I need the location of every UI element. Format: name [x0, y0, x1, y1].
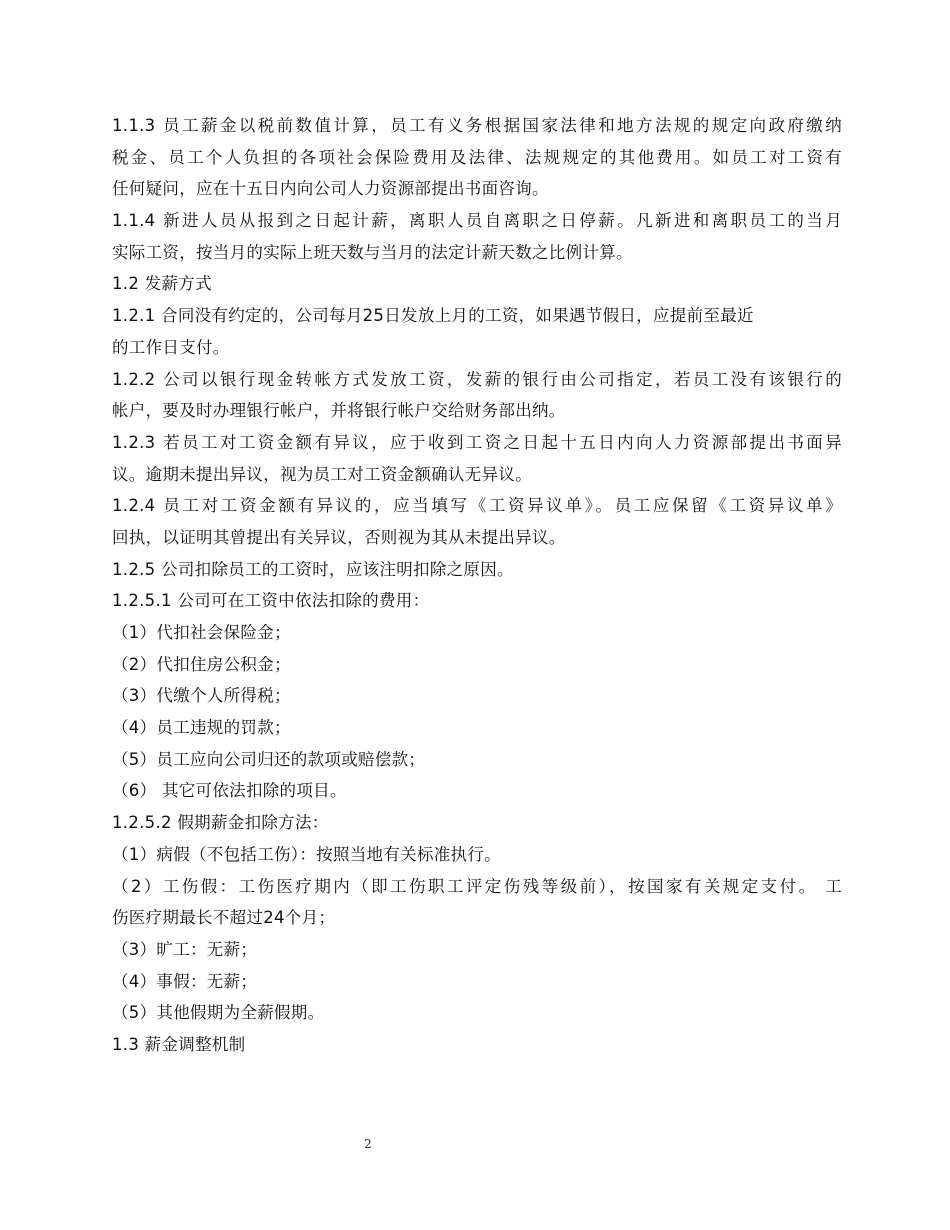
- text-line: 1.2.5 公司扣除员工的工资时，应该注明扣除之原因。: [112, 559, 514, 579]
- list-item: （4）事假：无薪；: [112, 971, 258, 991]
- text-line: 伤医疗期最长不超过24个月；: [112, 908, 336, 928]
- section-heading: 1.3 薪金调整机制: [112, 1034, 246, 1054]
- list-item: （1）病假（不包括工伤）：按照当地有关标准执行。: [112, 844, 501, 864]
- list-item: （3）代缴个人所得税；: [112, 686, 291, 706]
- text-line: 任何疑问，应在十五日内向公司人力资源部提出书面咨询。: [112, 179, 549, 199]
- text-line: 议。逾期未提出异议，视为员工对工资金额确认无异议。: [112, 464, 532, 484]
- list-item: （1）代扣社会保险金；: [112, 623, 291, 642]
- text-line: 1.1.4 新进人员从报到之日起计薪，离职人员自离职之日停薪。凡新进和离职员工的当月: [112, 211, 842, 231]
- list-item: （5）其他假期为全薪假期。: [112, 1003, 325, 1023]
- text-line: 回执，以证明其曾提出有关异议，否则视为其从未提出异议。: [112, 527, 566, 547]
- text-line: 1.2.3 若员工对工资金额有异议，应于收到工资之日起十五日内向人力资源部提出书面异: [112, 432, 842, 452]
- text-line: 的工作日支付。: [112, 337, 230, 357]
- text-line: 帐户，要及时办理银行帐户，并将银行帐户交给财务部出纳。: [112, 401, 566, 421]
- text-line: 1.2.5.1 公司可在工资中依法扣除的费用：: [112, 591, 430, 611]
- text-line: 1.2.5.2 假期薪金扣除方法：: [112, 813, 329, 833]
- text-line: 1.2.1 合同没有约定的，公司每月25日发放上月的工资，如果遇节假日，应提前至最近: [112, 306, 754, 326]
- text-line: 实际工资，按当月的实际上班天数与当月的法定计薪天数之比例计算。: [112, 242, 633, 262]
- text-line: 1.1.3 员工薪金以税前数值计算，员工有义务根据国家法律和地方法规的规定向政府缴纳: [112, 116, 842, 135]
- list-item: （2）代扣住房公积金；: [112, 654, 291, 674]
- page-number: 2: [364, 1137, 372, 1151]
- text-line: 1.2.4 员工对工资金额有异议的，应当填写《工资异议单》。员工应保留《工资异议单》: [112, 496, 842, 516]
- document-body: [112, 110, 842, 1061]
- list-item: （4）员工违规的罚款；: [112, 718, 291, 738]
- section-heading: 1.2 发薪方式: [112, 274, 212, 294]
- text-line: 税金、员工个人负担的各项社会保险费用及法律、法规规定的其他费用。如员工对工资有: [112, 147, 842, 167]
- list-item: （3）旷工：无薪；: [112, 939, 258, 959]
- list-item: （5）员工应向公司归还的款项或赔偿款；: [112, 749, 426, 769]
- list-item: （6） 其它可依法扣除的项目。: [112, 781, 347, 801]
- text-line: 1.2.2 公司以银行现金转帐方式发放工资，发薪的银行由公司指定，若员工没有该银行的: [112, 369, 842, 389]
- list-item: （2）工伤假：工伤医疗期内（即工伤职工评定伤残等级前），按国家有关规定支付。 工: [112, 876, 842, 896]
